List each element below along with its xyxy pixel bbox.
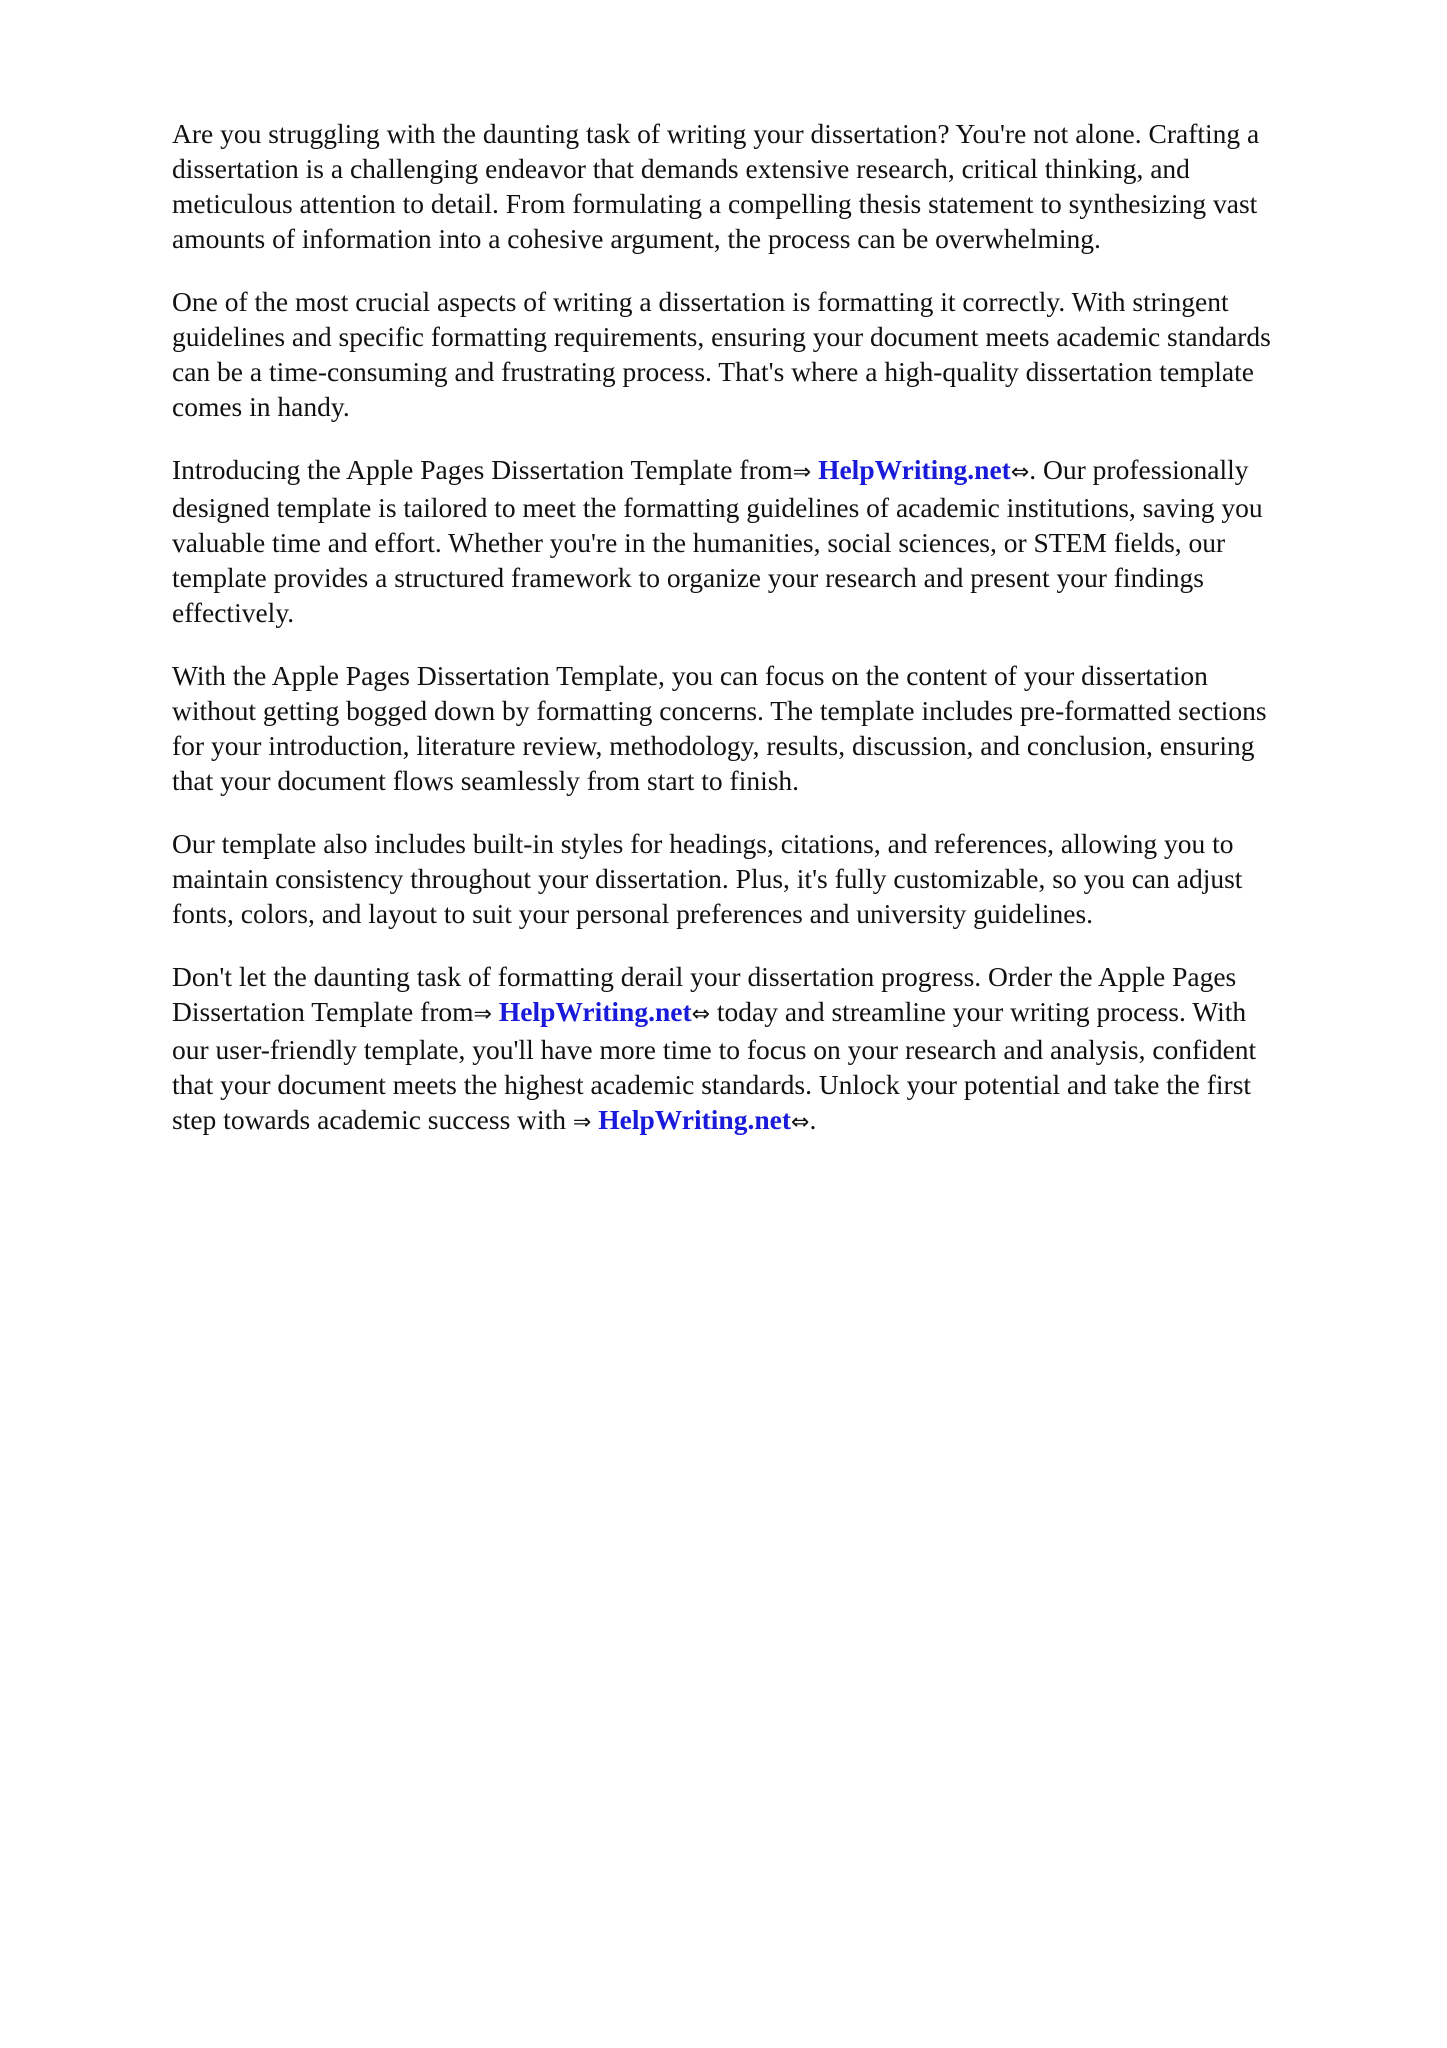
text-segment: comes in handy. [172,391,350,422]
paragraph [172,658,1372,798]
text-segment: dissertation is a challenging endeavor that demands extensive research, critical thinking, and [172,153,1190,184]
text-line [172,186,1372,221]
text-segment: fonts, colors, and layout to suit your personal preferences and university guidelines. [172,898,1094,929]
text-line [172,861,1372,896]
text-line [172,826,1372,861]
text-segment: With the Apple Pages Dissertation Template, you can focus on the content of your dissertation [172,660,1208,691]
text-segment: designed template is tailored to meet the formatting guidelines of academic institutions, saving you [172,492,1263,523]
paragraph [172,826,1372,931]
text-line [172,452,1372,490]
text-line [172,693,1372,728]
text-segment: that your document flows seamlessly from start to finish. [172,765,800,796]
text-line [172,151,1372,186]
text-segment: Dissertation Template from [172,996,474,1027]
paragraph [172,284,1372,424]
text-line [172,595,1372,630]
helpwriting-link[interactable]: HelpWriting.net [818,454,1011,485]
helpwriting-link[interactable]: HelpWriting.net [498,996,692,1027]
double-arrow-both-icon: ⇔ [691,1002,711,1027]
text-segment: without getting bogged down by formatting concerns. The template includes pre-formatted sections [172,695,1267,726]
text-line [172,354,1372,389]
text-segment: our user-friendly template, you'll have more time to focus on your research and analysis, confident [172,1034,1257,1065]
text-segment: valuable time and effort. Whether you're in the humanities, social sciences, or STEM fields, our [172,527,1226,558]
text-line [172,490,1372,525]
text-line [172,1032,1372,1067]
text-segment: . [809,1104,817,1135]
text-segment: Our template also includes built-in styles for headings, citations, and references, allowing you to [172,828,1234,859]
text-line [172,116,1372,151]
text-segment: . Our professionally [1029,454,1249,485]
double-arrow-both-icon: ⇔ [791,1110,810,1135]
text-line [172,896,1372,931]
text-segment: template provides a structured framework to organize your research and present your findings [172,562,1204,593]
double-arrow-right-icon: ⇒ [473,1002,492,1027]
text-line [172,763,1372,798]
helpwriting-link[interactable]: HelpWriting.net [598,1104,791,1135]
text-segment: One of the most crucial aspects of writing a dissertation is formatting it correctly. With stringent [172,286,1229,317]
double-arrow-both-icon: ⇔ [1010,460,1030,485]
text-line [172,658,1372,693]
text-segment: Introducing the Apple Pages Dissertation Template from [172,454,793,485]
text-segment: amounts of information into a cohesive argument, the process can be overwhelming. [172,223,1101,254]
text-segment: can be a time-consuming and frustrating process. That's where a high-quality dissertation template [172,356,1254,387]
text-segment: that your document meets the highest academic standards. Unlock your potential and take the first [172,1069,1252,1100]
text-line [172,389,1372,424]
text-line [172,319,1372,354]
text-segment: Don't let the daunting task of formatting derail your dissertation progress. Order the Apple Pages [172,961,1237,992]
text-line [172,525,1372,560]
double-arrow-right-icon: ⇒ [572,1110,592,1135]
text-line [172,1067,1372,1102]
text-line [172,959,1372,994]
text-segment: step towards academic success with [172,1104,573,1135]
paragraph [172,959,1372,1140]
text-line [172,728,1372,763]
text-line [172,994,1372,1032]
text-segment: meticulous attention to detail. From formulating a compelling thesis statement to synthesizing vast [172,188,1258,219]
paragraph [172,116,1372,256]
text-line [172,221,1372,256]
paragraph [172,452,1372,630]
text-line [172,560,1372,595]
text-line [172,284,1372,319]
document-page [172,116,1372,1168]
text-segment: for your introduction, literature review, methodology, results, discussion, and conclusion, ensuring [172,730,1255,761]
text-segment: guidelines and specific formatting requirements, ensuring your document meets academic standards [172,321,1271,352]
text-segment: Are you struggling with the daunting task of writing your dissertation? You're not alone. Crafting a [172,118,1260,149]
text-segment: maintain consistency throughout your dissertation. Plus, it's fully customizable, so you can adjust [172,863,1243,894]
text-line [172,1102,1372,1140]
text-segment: today and streamline your writing process. With [710,996,1247,1027]
double-arrow-right-icon: ⇒ [792,460,812,485]
text-segment: effectively. [172,597,295,628]
text-segment [492,996,499,1027]
